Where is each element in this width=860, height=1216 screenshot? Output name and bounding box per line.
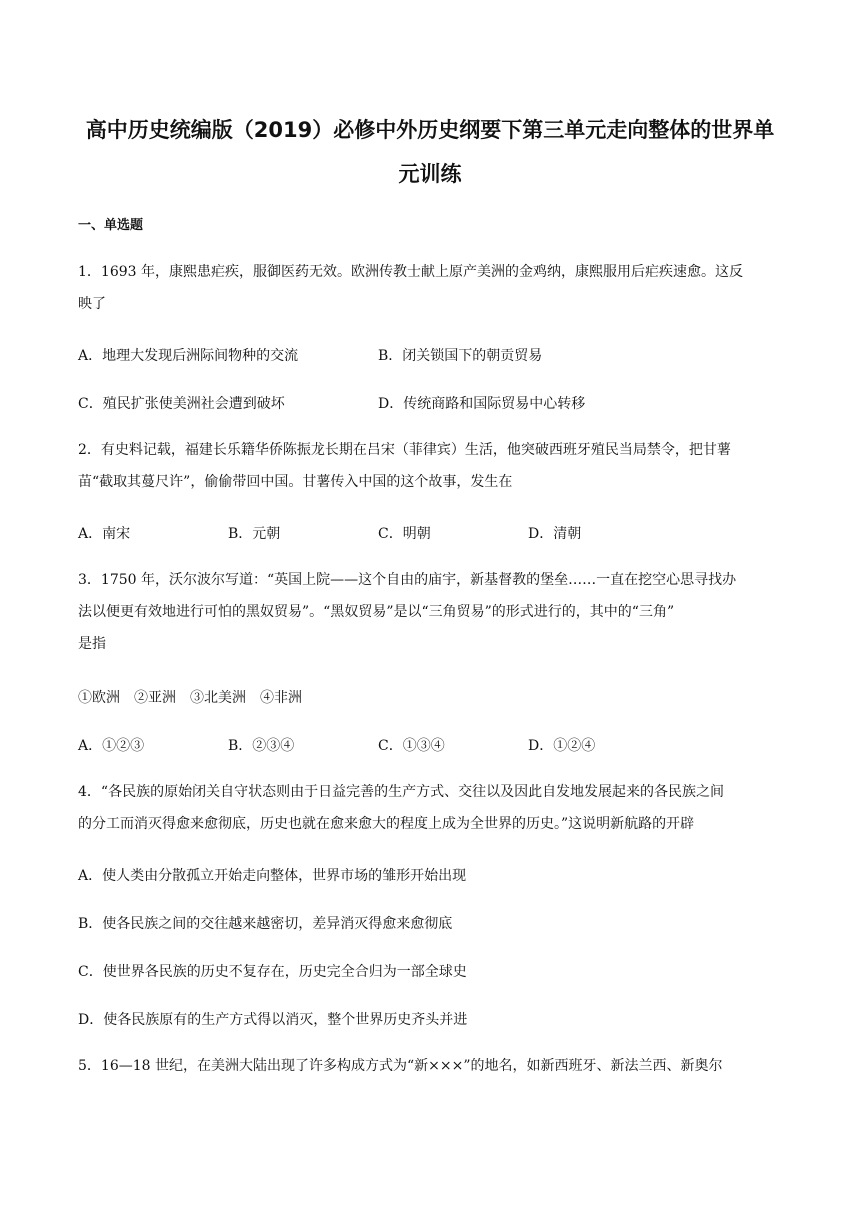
- document-title: [60, 108, 800, 196]
- question-4-stem: [78, 776, 784, 840]
- question-2-option-a: A．南宋: [78, 526, 131, 542]
- question-4-option-d: D．使各民族原有的生产方式得以消灭，整个世界历史齐头并进: [78, 1012, 468, 1028]
- question-3-line-1: 3．1750 年，沃尔波尔写道：“英国上院——这个自由的庙宇，新基督教的堡垒……一直在挖空心思寻找办: [78, 572, 737, 588]
- question-4-option-c: C．使世界各民族的历史不复存在，历史完全合归为一部全球史: [78, 964, 467, 980]
- question-3-stem: [78, 564, 784, 660]
- question-1-option-c: C．殖民扩张使美洲社会遭到破坏: [78, 396, 285, 412]
- question-5-stem: [78, 1050, 784, 1082]
- title-line-2: 元训练: [398, 162, 462, 186]
- question-1-option-a: A．地理大发现后洲际间物种的交流: [78, 348, 299, 364]
- question-3-option-d: D．①②④: [528, 738, 596, 754]
- question-2-line-1: 2．有史料记载，福建长乐籍华侨陈振龙长期在吕宋（菲律宾）生活，他突破西班牙殖民当局禁令，把甘薯: [78, 442, 731, 458]
- question-1-option-b: B．闭关锁国下的朝贡贸易: [378, 348, 543, 364]
- question-4-line-1: 4．“各民族的原始闭关自守状态则由于日益完善的生产方式、交往以及因此自发地发展起来的各民族之间: [78, 784, 725, 800]
- question-3-option-c: C．①③④: [378, 738, 445, 754]
- question-2-line-2: 苗“截取其蔓尺许”，偷偷带回中国。甘薯传入中国的这个故事，发生在: [78, 474, 513, 490]
- question-1-line-1: 1．1693 年，康熙患疟疾，服御医药无效。欧洲传教士献上原产美洲的金鸡纳，康熙服用后疟疾速愈。这反: [78, 264, 743, 280]
- question-2-option-d: D．清朝: [528, 526, 582, 542]
- question-3-option-a: A．①②③: [78, 738, 145, 754]
- question-1-option-d: D．传统商路和国际贸易中心转移: [378, 396, 586, 412]
- section-heading: 一、单选题: [78, 218, 144, 233]
- question-2-stem: [78, 434, 784, 498]
- question-3-line-3: 是指: [78, 636, 106, 652]
- question-4-option-a: A．使人类由分散孤立开始走向整体，世界市场的雏形开始出现: [78, 868, 467, 884]
- question-1-line-2: 映了: [78, 296, 106, 312]
- question-2-option-b: B．元朝: [228, 526, 281, 542]
- question-3-line-2: 法以便更有效地进行可怕的黑奴贸易”。“黑奴贸易”是以“三角贸易”的形式进行的，其中的“三角”: [78, 604, 675, 620]
- question-4-option-b: B．使各民族之间的交往越来越密切，差异消灭得愈来愈彻底: [78, 916, 453, 932]
- question-5-line-1: 5．16—18 世纪，在美洲大陆出现了许多构成方式为“新×××”的地名，如新西班牙、新法兰西、新奥尔: [78, 1058, 723, 1074]
- question-2-option-c: C．明朝: [378, 526, 431, 542]
- question-3-option-b: B．②③④: [228, 738, 295, 754]
- title-line-1: 高中历史统编版（2019）必修中外历史纲要下第三单元走向整体的世界单: [85, 118, 775, 142]
- question-3-items: ①欧洲 ②亚洲 ③北美洲 ④非洲: [78, 690, 302, 706]
- question-1-stem: [78, 256, 784, 320]
- question-4-line-2: 的分工而消灭得愈来愈彻底，历史也就在愈来愈大的程度上成为全世界的历史。”这说明新航路的开辟: [78, 816, 695, 832]
